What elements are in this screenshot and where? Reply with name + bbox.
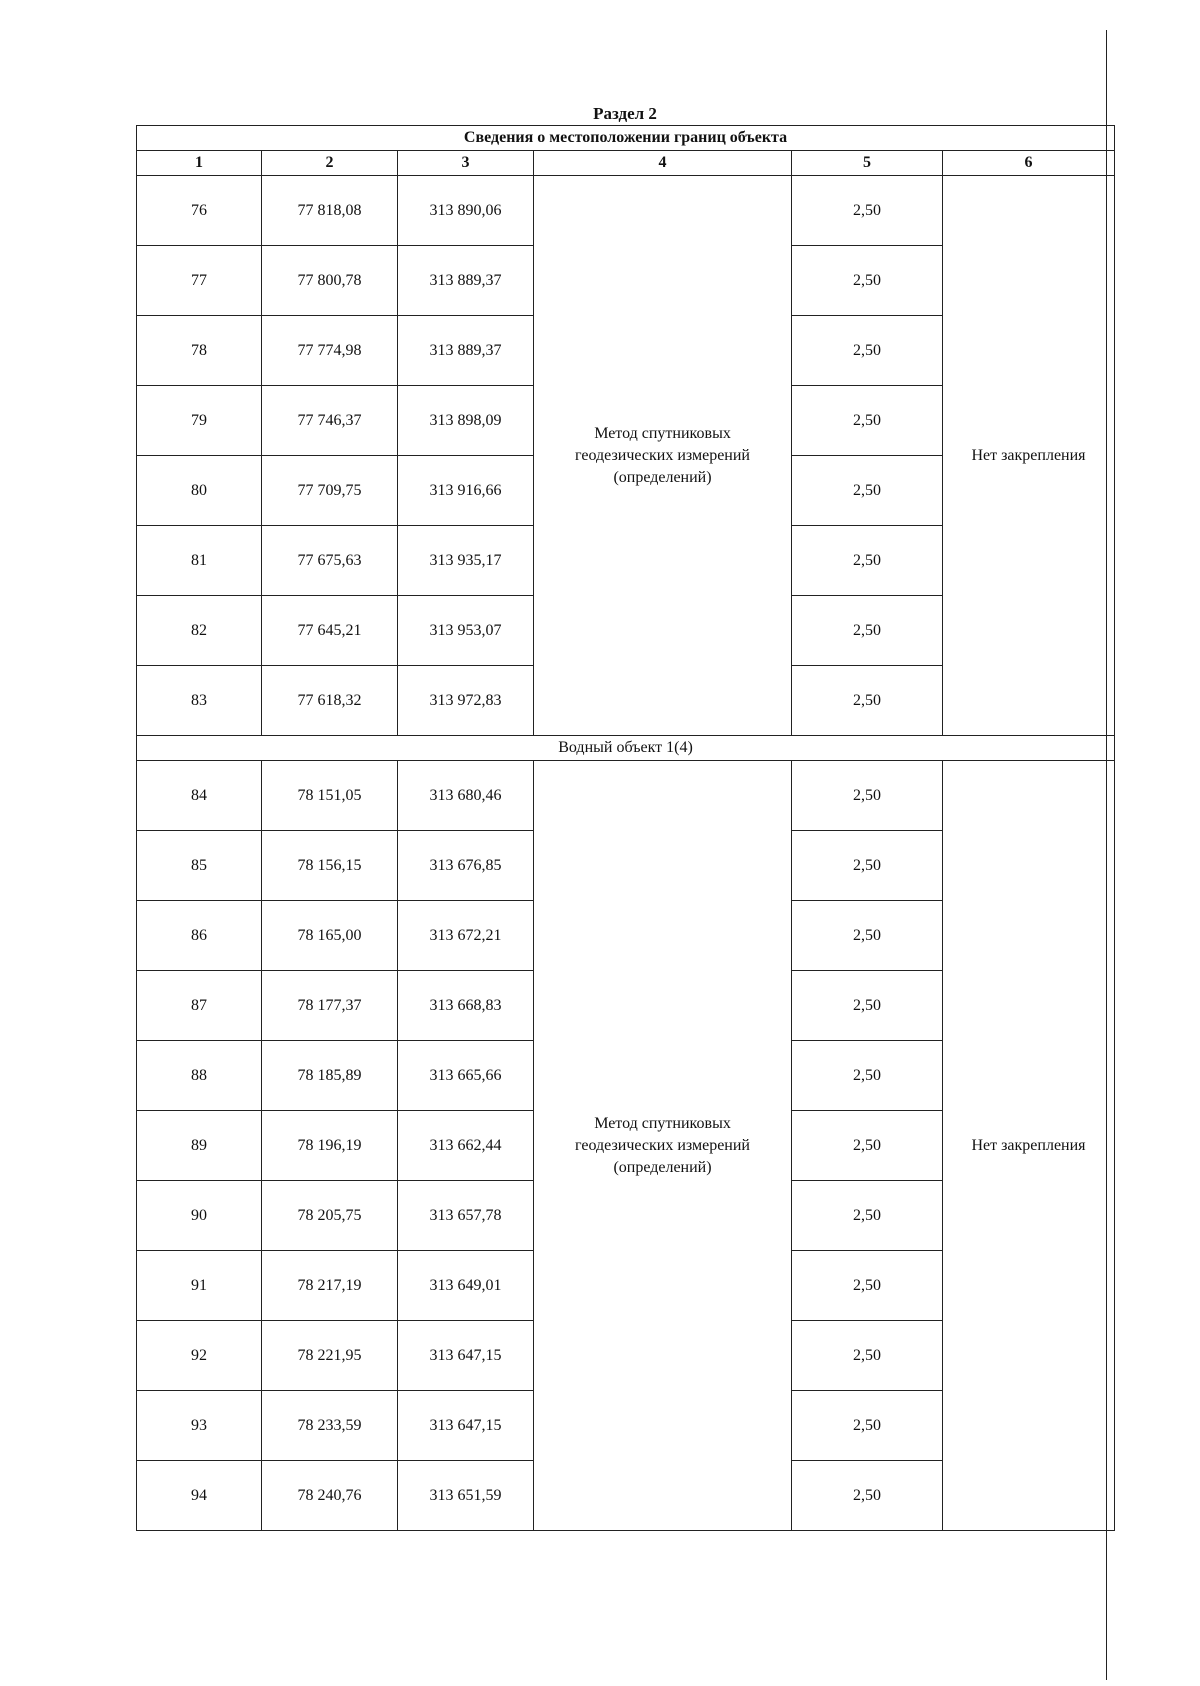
y-coordinate-cell: 313 647,15 bbox=[398, 1321, 534, 1391]
column-header: 1 bbox=[137, 151, 262, 176]
precision-cell: 2,50 bbox=[792, 831, 943, 901]
y-coordinate-cell: 313 657,78 bbox=[398, 1181, 534, 1251]
point-number-cell: 80 bbox=[137, 456, 262, 526]
precision-cell: 2,50 bbox=[792, 316, 943, 386]
point-number-cell: 93 bbox=[137, 1391, 262, 1461]
y-coordinate-cell: 313 889,37 bbox=[398, 316, 534, 386]
y-coordinate-cell: 313 647,15 bbox=[398, 1391, 534, 1461]
point-number-cell: 83 bbox=[137, 666, 262, 736]
y-coordinate-cell: 313 953,07 bbox=[398, 596, 534, 666]
point-number-cell: 76 bbox=[137, 176, 262, 246]
y-coordinate-cell: 313 898,09 bbox=[398, 386, 534, 456]
column-number-row bbox=[137, 151, 1115, 176]
y-coordinate-cell: 313 662,44 bbox=[398, 1111, 534, 1181]
precision-cell: 2,50 bbox=[792, 1321, 943, 1391]
precision-cell: 2,50 bbox=[792, 456, 943, 526]
x-coordinate-cell: 77 818,08 bbox=[262, 176, 398, 246]
column-header: 6 bbox=[943, 151, 1115, 176]
precision-cell: 2,50 bbox=[792, 761, 943, 831]
x-coordinate-cell: 77 774,98 bbox=[262, 316, 398, 386]
precision-cell: 2,50 bbox=[792, 1391, 943, 1461]
table-caption-row bbox=[137, 126, 1115, 151]
point-number-cell: 84 bbox=[137, 761, 262, 831]
column-header: 4 bbox=[534, 151, 792, 176]
y-coordinate-cell: 313 665,66 bbox=[398, 1041, 534, 1111]
precision-cell: 2,50 bbox=[792, 1041, 943, 1111]
section-title: Раздел 2 bbox=[593, 104, 657, 123]
x-coordinate-cell: 78 165,00 bbox=[262, 901, 398, 971]
precision-cell: 2,50 bbox=[792, 901, 943, 971]
point-number-cell: 81 bbox=[137, 526, 262, 596]
precision-cell: 2,50 bbox=[792, 1461, 943, 1531]
method-cell: Метод спутниковых геодезических измерений (определений) bbox=[534, 761, 792, 1531]
fixing-cell: Нет закрепления bbox=[943, 761, 1115, 1531]
y-coordinate-cell: 313 676,85 bbox=[398, 831, 534, 901]
x-coordinate-cell: 77 746,37 bbox=[262, 386, 398, 456]
x-coordinate-cell: 77 675,63 bbox=[262, 526, 398, 596]
y-coordinate-cell: 313 649,01 bbox=[398, 1251, 534, 1321]
x-coordinate-cell: 77 645,21 bbox=[262, 596, 398, 666]
precision-cell: 2,50 bbox=[792, 1251, 943, 1321]
x-coordinate-cell: 77 618,32 bbox=[262, 666, 398, 736]
column-header: 3 bbox=[398, 151, 534, 176]
point-number-cell: 86 bbox=[137, 901, 262, 971]
point-number-cell: 77 bbox=[137, 246, 262, 316]
precision-cell: 2,50 bbox=[792, 246, 943, 316]
precision-cell: 2,50 bbox=[792, 596, 943, 666]
x-coordinate-cell: 78 156,15 bbox=[262, 831, 398, 901]
y-coordinate-cell: 313 668,83 bbox=[398, 971, 534, 1041]
table-row bbox=[137, 176, 1115, 246]
point-number-cell: 91 bbox=[137, 1251, 262, 1321]
y-coordinate-cell: 313 972,83 bbox=[398, 666, 534, 736]
table-caption: Сведения о местоположении границ объекта bbox=[137, 126, 1115, 151]
point-number-cell: 85 bbox=[137, 831, 262, 901]
y-coordinate-cell: 313 935,17 bbox=[398, 526, 534, 596]
precision-cell: 2,50 bbox=[792, 526, 943, 596]
x-coordinate-cell: 78 196,19 bbox=[262, 1111, 398, 1181]
y-coordinate-cell: 313 651,59 bbox=[398, 1461, 534, 1531]
y-coordinate-cell: 313 916,66 bbox=[398, 456, 534, 526]
x-coordinate-cell: 78 240,76 bbox=[262, 1461, 398, 1531]
group-label-row bbox=[137, 736, 1115, 761]
y-coordinate-cell: 313 672,21 bbox=[398, 901, 534, 971]
point-number-cell: 88 bbox=[137, 1041, 262, 1111]
group-label: Водный объект 1(4) bbox=[137, 736, 1115, 761]
x-coordinate-cell: 78 233,59 bbox=[262, 1391, 398, 1461]
y-coordinate-cell: 313 889,37 bbox=[398, 246, 534, 316]
x-coordinate-cell: 78 217,19 bbox=[262, 1251, 398, 1321]
precision-cell: 2,50 bbox=[792, 971, 943, 1041]
point-number-cell: 89 bbox=[137, 1111, 262, 1181]
boundary-coordinates-table bbox=[136, 125, 1115, 1531]
table-body bbox=[137, 176, 1115, 1531]
x-coordinate-cell: 78 151,05 bbox=[262, 761, 398, 831]
point-number-cell: 90 bbox=[137, 1181, 262, 1251]
column-header: 5 bbox=[792, 151, 943, 176]
precision-cell: 2,50 bbox=[792, 1181, 943, 1251]
point-number-cell: 87 bbox=[137, 971, 262, 1041]
point-number-cell: 92 bbox=[137, 1321, 262, 1391]
precision-cell: 2,50 bbox=[792, 666, 943, 736]
method-cell: Метод спутниковых геодезических измерений (определений) bbox=[534, 176, 792, 736]
fixing-cell: Нет закрепления bbox=[943, 176, 1115, 736]
point-number-cell: 79 bbox=[137, 386, 262, 456]
precision-cell: 2,50 bbox=[792, 176, 943, 246]
y-coordinate-cell: 313 890,06 bbox=[398, 176, 534, 246]
precision-cell: 2,50 bbox=[792, 1111, 943, 1181]
x-coordinate-cell: 77 800,78 bbox=[262, 246, 398, 316]
point-number-cell: 94 bbox=[137, 1461, 262, 1531]
precision-cell: 2,50 bbox=[792, 386, 943, 456]
x-coordinate-cell: 78 205,75 bbox=[262, 1181, 398, 1251]
column-header: 2 bbox=[262, 151, 398, 176]
point-number-cell: 82 bbox=[137, 596, 262, 666]
x-coordinate-cell: 78 185,89 bbox=[262, 1041, 398, 1111]
x-coordinate-cell: 78 177,37 bbox=[262, 971, 398, 1041]
point-number-cell: 78 bbox=[137, 316, 262, 386]
x-coordinate-cell: 77 709,75 bbox=[262, 456, 398, 526]
y-coordinate-cell: 313 680,46 bbox=[398, 761, 534, 831]
table-row bbox=[137, 761, 1115, 831]
x-coordinate-cell: 78 221,95 bbox=[262, 1321, 398, 1391]
